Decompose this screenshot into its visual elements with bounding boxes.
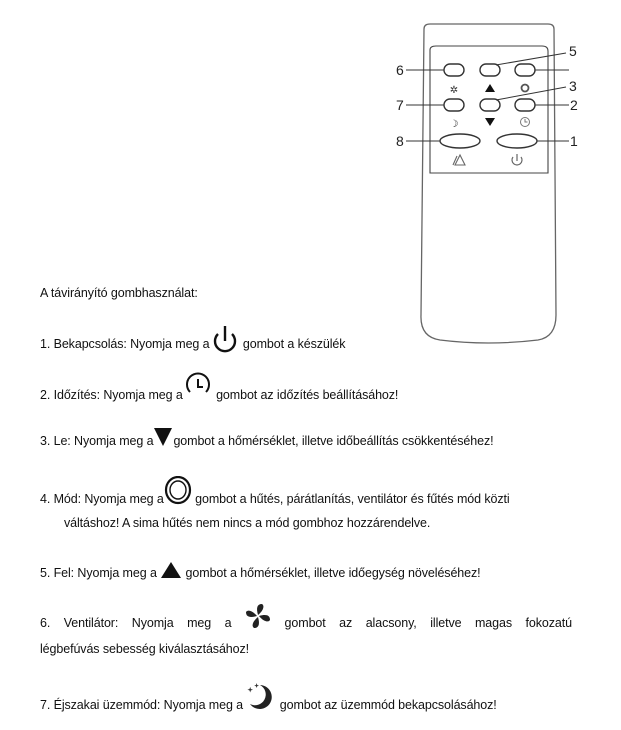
item-text-pre: 2. Időzítés: Nyomja meg a	[40, 388, 183, 402]
triangle-up-icon	[160, 560, 182, 580]
callout-2: 2	[570, 97, 578, 113]
item-text-post: gombot a hőmérséklet, illetve időbeállítás csökkentéséhez!	[173, 434, 494, 448]
item-text-pre: 3. Le: Nyomja meg a	[40, 434, 154, 448]
clock-icon	[183, 370, 213, 402]
item-text-pre: 4. Mód: Nyomja meg a	[40, 492, 164, 506]
item-4-continuation: váltáshoz! A sima hűtés nem nincs a mód gombhoz hozzárendelve.	[64, 516, 431, 530]
item-4	[40, 476, 510, 506]
remote-control-diagram	[380, 15, 580, 350]
item-text-pre: 6. Ventilátor: Nyomja meg a	[40, 616, 232, 630]
mode-ring-icon	[522, 85, 529, 92]
swing-icon	[453, 155, 465, 165]
triangle-up-icon	[485, 84, 495, 92]
item-text-post: gombot az időzítés beállításához!	[216, 388, 399, 402]
power-icon	[512, 154, 522, 165]
item-6	[40, 602, 572, 630]
down-button[interactable]	[480, 99, 500, 111]
fan-button[interactable]	[444, 64, 464, 76]
timer-button[interactable]	[515, 99, 535, 111]
item-3	[40, 426, 494, 448]
item-text-post: gombot a hőmérséklet, illetve időegység növeléséhez!	[185, 566, 481, 580]
moon-icon: ☽	[449, 119, 459, 130]
item-text-post: gombot a készülék	[242, 337, 346, 351]
sleep-button[interactable]	[444, 99, 464, 111]
mode-button[interactable]	[515, 64, 535, 76]
callout-3: 3	[569, 78, 577, 94]
up-button[interactable]	[480, 64, 500, 76]
swing-button[interactable]	[440, 134, 480, 148]
power-icon	[210, 322, 240, 354]
item-text-pre: 5. Fel: Nyomja meg a	[40, 566, 157, 580]
callout-1: 1	[570, 133, 578, 149]
item-6-line-1	[40, 602, 572, 630]
item-text-pre: 1. Bekapcsolás: Nyomja meg a	[40, 337, 210, 351]
item-1	[40, 322, 345, 354]
callout-6: 6	[396, 62, 404, 78]
mode-ring-icon	[164, 476, 192, 506]
item-text-post: gombot az alacsony, illetve magas fokozatú	[284, 616, 572, 630]
item-5	[40, 560, 481, 580]
item-text-post: gombot a hűtés, párátlanítás, ventilátor és fűtés mód közti	[195, 492, 510, 506]
triangle-down-icon	[485, 118, 495, 126]
callout-8: 8	[396, 133, 404, 149]
moon-icon	[246, 682, 276, 712]
fan-icon: ✲	[449, 85, 459, 96]
callout-5: 5	[569, 43, 577, 59]
item-text-pre: 7. Éjszakai üzemmód: Nyomja meg a	[40, 698, 244, 712]
power-button[interactable]	[497, 134, 537, 148]
callout-7: 7	[396, 97, 404, 113]
item-2	[40, 370, 398, 402]
fan-icon	[245, 602, 271, 630]
triangle-down-icon	[153, 426, 173, 448]
item-text-post: gombot az üzemmód bekapcsolásához!	[279, 698, 497, 712]
intro-heading: A távirányító gombhasználat:	[40, 286, 198, 300]
item-6-continuation: légbefúvás sebesség kiválasztásához!	[40, 642, 250, 656]
item-7	[40, 682, 497, 712]
